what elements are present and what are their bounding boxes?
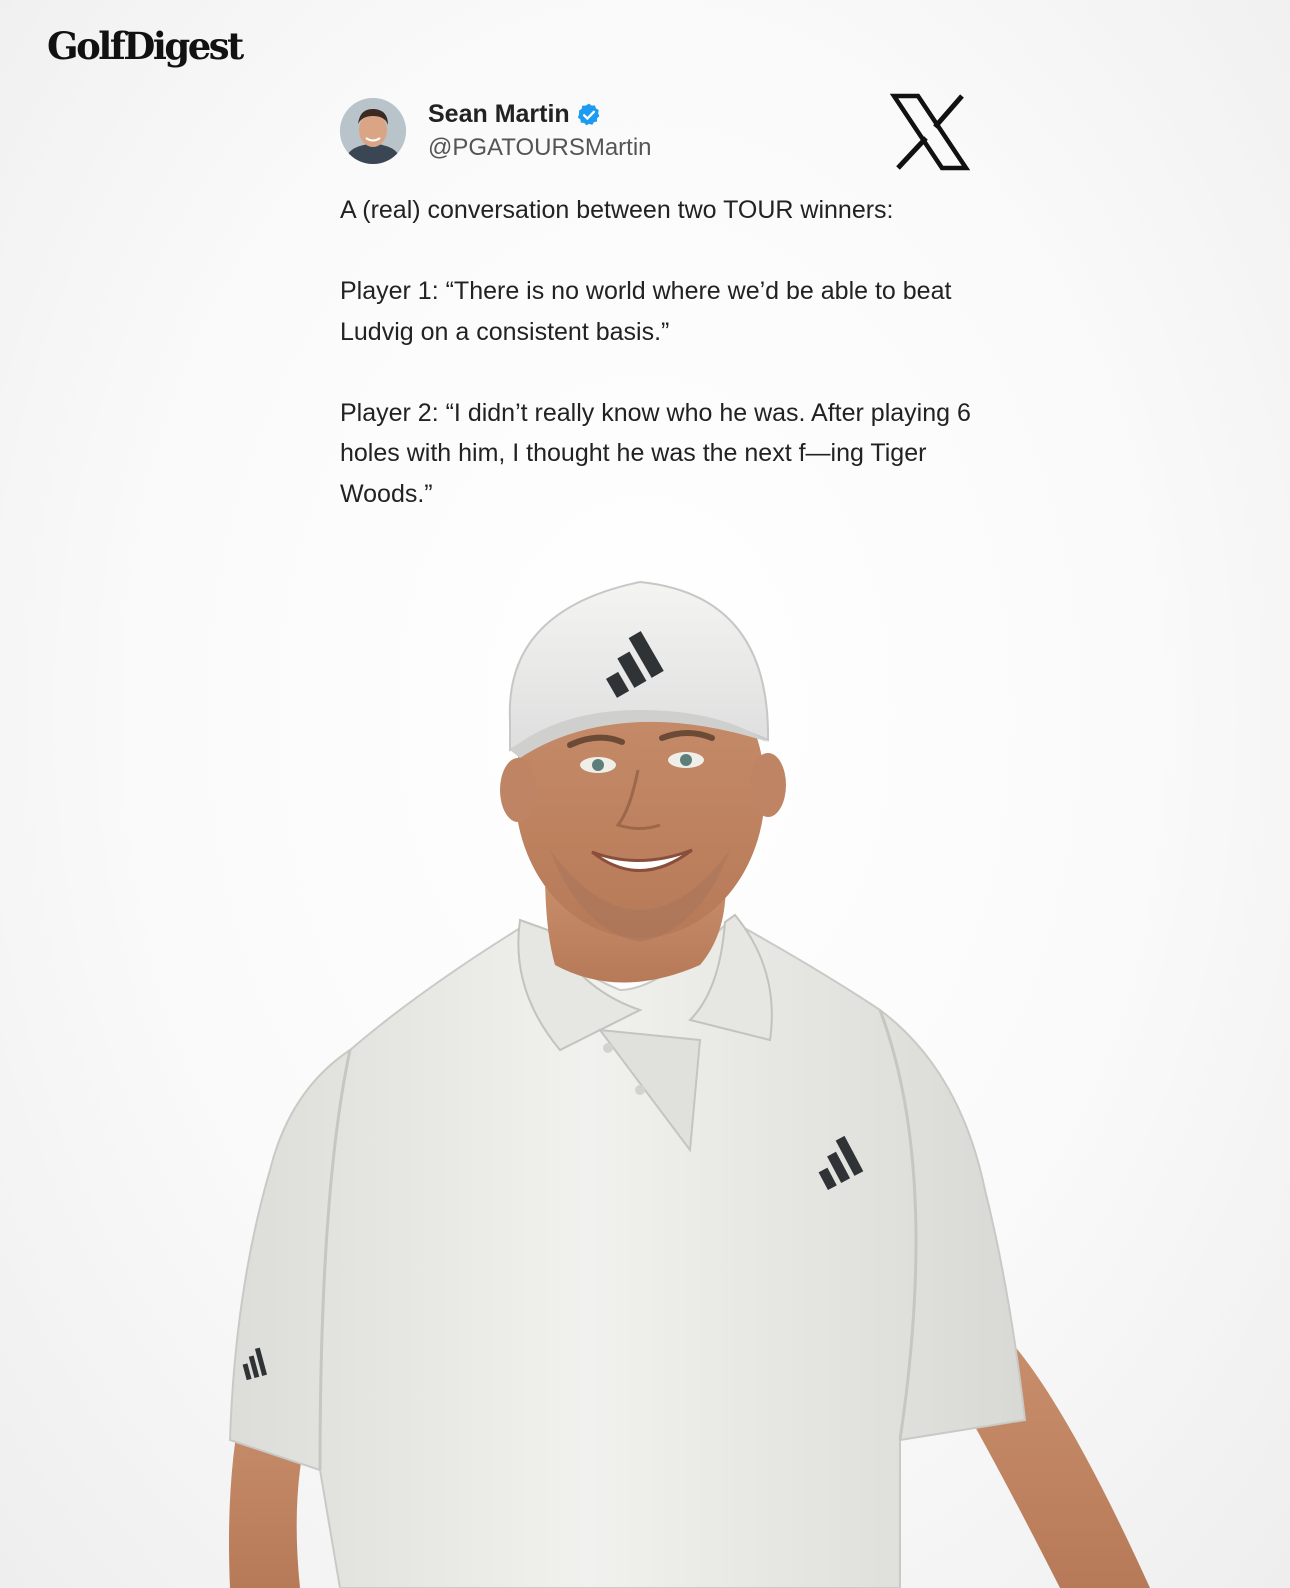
author-name-row: [428, 100, 602, 129]
tweet-paragraph-player-2: Player 2: “I didn’t really know who he was. After playing 6 holes with him, I thought he was the next f—ing Tiger Woods.”: [340, 398, 971, 508]
polo-shirt: [230, 920, 1025, 1588]
author-handle[interactable]: @PGATOURSMartin: [428, 134, 652, 161]
tweet-card: [340, 96, 980, 514]
author-name[interactable]: Sean Martin: [428, 100, 570, 128]
tweet-text: [340, 190, 980, 514]
player-photo: [0, 570, 1290, 1588]
avatar[interactable]: [340, 98, 406, 164]
golf-digest-logo: GolfDigest: [47, 24, 242, 68]
tweet-header: [340, 96, 980, 168]
avatar-portrait-icon: [340, 98, 406, 164]
tweet-paragraph-intro: A (real) conversation between two TOUR winners:: [340, 196, 894, 224]
golfer-illustration: [0, 570, 1290, 1588]
x-logo-icon: [888, 90, 972, 174]
tweet-paragraph-player-1: Player 1: “There is no world where we’d be able to beat Ludvig on a consistent basis.”: [340, 277, 952, 346]
verified-badge-icon: [576, 102, 602, 128]
